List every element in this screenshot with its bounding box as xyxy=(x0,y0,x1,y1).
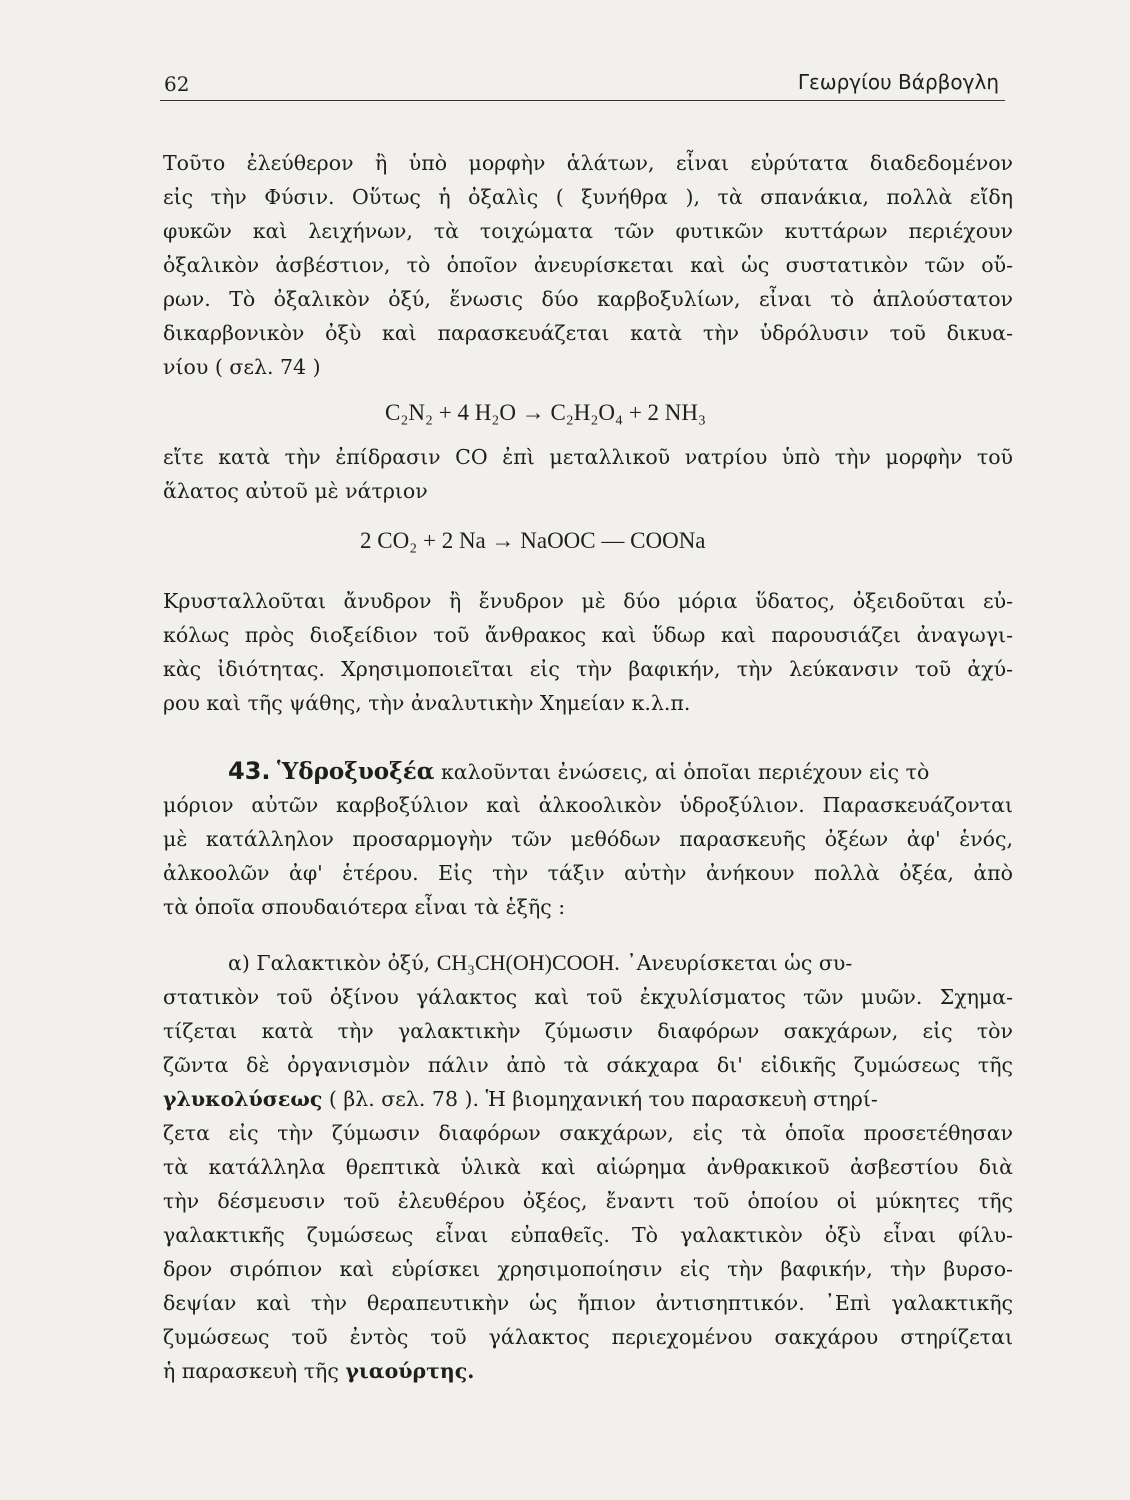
text-line: εἴτε κατὰ τὴν ἐπίδρασιν CO ἐπὶ μεταλλικοῦ νατρίου ὑπὸ τὴν μορφὴν τοῦ xyxy=(163,445,1013,469)
sodium-oxalate-equation: 2 CO₂ + 2 Na → NaOOC — COONa xyxy=(360,528,706,553)
text-line: Τοῦτο ἐλεύθερον ἢ ὑπὸ μορφὴν ἁλάτων, εἶναι εὐρύτατα διαδεδομένον xyxy=(163,151,1013,175)
text-line: στατικὸν τοῦ ὀξίνου γάλακτος καὶ τοῦ ἐκχυλίσματος τῶν μυῶν. Σχημα- xyxy=(163,985,1013,1009)
text-line: ζυμώσεως τοῦ ἐντὸς τοῦ γάλακτος περιεχομένου σακχάρου στηρίζεται xyxy=(163,1325,1013,1349)
oxalic-acid-equation: C₂N₂ + 4 H₂O → C₂H₂O₄ + 2 NH₃ xyxy=(385,400,707,425)
yogurt-term: γιαούρτης. xyxy=(345,1359,475,1383)
text-line: γαλακτικῆς ζυμώσεως εἶναι εὐπαθεῖς. Τὸ γαλακτικὸν ὀξὺ εἶναι φίλυ- xyxy=(163,1223,1013,1247)
bold-line-rest: ( βλ. σελ. 78 ). Ἡ βιομηχανική του παρασκευὴ στηρί- xyxy=(328,1087,878,1111)
text-line: τὴν δέσμευσιν τοῦ ἐλευθέρου ὀξέος, ἔναντι τοῦ ὁποίου οἱ μύκητες τῆς xyxy=(163,1189,1013,1213)
text-line: Κρυσταλλοῦται ἄνυδρον ἢ ἔνυδρον μὲ δύο μόρια ὕδατος, ὀξειδοῦται εὐ- xyxy=(163,589,1013,613)
text-line: ζῶντα δὲ ὀργανισμὸν πάλιν ἀπὸ τὰ σάκχαρα δι' εἰδικῆς ζυμώσεως τῆς xyxy=(163,1053,1013,1077)
text-line: κόλως πρὸς διοξείδιον τοῦ ἄνθρακος καὶ ὕδωρ καὶ παρουσιάζει ἀναγωγι- xyxy=(163,623,1013,647)
lactic-acid-formula: CH₃CH(OH)COOH. xyxy=(436,950,620,975)
text-line: ρων. Τὸ ὀξαλικὸν ὀξύ, ἕνωσις δύο καρβοξυλίων, εἶναι τὸ ἁπλούστατον xyxy=(163,287,1013,311)
text-line: δρον σιρόπιον καὶ εὑρίσκει χρησιμοποίησιν εἰς τὴν βαφικήν, τὴν βυρσο- xyxy=(163,1257,1013,1281)
text-line: μὲ κατάλληλον προσαρμογὴν τῶν μεθόδων παρασκευῆς ὀξέων ἀφ' ἑνός, xyxy=(163,827,1013,851)
page-number: 62 xyxy=(164,72,190,96)
section-heading-line xyxy=(228,758,1013,785)
item-a-first-line xyxy=(228,950,1013,976)
text-line: τίζεται κατὰ τὴν γαλακτικὴν ζύμωσιν διαφόρων σακχάρων, εἰς τὸν xyxy=(163,1019,1013,1043)
text-line: μόριον αὐτῶν καρβοξύλιον καὶ ἀλκοολικὸν ὑδροξύλιον. Παρασκευάζονται xyxy=(163,793,1013,817)
text-line: ἀλκοολῶν ἀφ' ἑτέρου. Εἰς τὴν τάξιν αὐτὴν ἀνήκουν πολλὰ ὀξέα, ἀπὸ xyxy=(163,861,1013,885)
item-a-label: α) Γαλακτικὸν ὀξύ, xyxy=(228,951,431,975)
text-line: δεψίαν καὶ τὴν θεραπευτικὴν ὡς ἤπιον ἀντισηπτικόν. ᾿Επὶ γαλακτικῆς xyxy=(163,1291,1013,1315)
section-term: Ὑδροξυοξέα xyxy=(277,758,435,785)
text-line: φυκῶν καὶ λειχήνων, τὰ τοιχώματα τῶν φυτικῶν κυττάρων περιέχουν xyxy=(163,219,1013,243)
text-line: κὰς ἰδιότητας. Χρησιμοποιεῖται εἰς τὴν βαφικήν, τὴν λεύκανσιν τοῦ ἀχύ- xyxy=(163,657,1013,681)
item-a-line-rest: ᾿Ανευρίσκεται ὡς συ- xyxy=(626,951,853,975)
text-line: ὀξαλικὸν ἀσβέστιον, τὸ ὁποῖον ἀνευρίσκεται καὶ ὡς συστατικὸν τῶν οὔ- xyxy=(163,253,1013,277)
glycolysis-term: γλυκολύσεως xyxy=(163,1087,323,1111)
text-line: ἅλατος αὐτοῦ μὲ νάτριον xyxy=(163,479,428,503)
page-header xyxy=(160,66,1005,101)
bold-term-line xyxy=(163,1086,1013,1112)
text-line: ζετα εἰς τὴν ζύμωσιν διαφόρων σακχάρων, εἰς τὰ ὁποῖα προσετέθησαν xyxy=(163,1121,1013,1145)
text-line: δικαρβονικὸν ὀξὺ καὶ παρασκευάζεται κατὰ τὴν ὑδρόλυσιν τοῦ δικυα- xyxy=(163,321,1013,345)
heading-line-rest: καλοῦνται ἐνώσεις, αἱ ὁποῖαι περιέχουν εἰς τὸ xyxy=(440,760,930,784)
final-line xyxy=(163,1358,1013,1384)
running-title: Γεωργίου Βάρβογλη xyxy=(797,70,999,94)
text-line: τὰ ὁποῖα σπουδαιότερα εἶναι τὰ ἑξῆς : xyxy=(163,895,566,919)
text-line: νίου ( σελ. 74 ) xyxy=(163,355,321,379)
text-line: τὰ κατάλληλα θρεπτικὰ ὑλικὰ καὶ αἰώρημα ἀνθρακικοῦ ἀσβεστίου διὰ xyxy=(163,1155,1013,1179)
final-line-start: ἡ παρασκευὴ τῆς xyxy=(163,1359,339,1383)
text-line: εἰς τὴν Φύσιν. Οὕτως ἡ ὀξαλὶς ( ξυνήθρα ), τὰ σπανάκια, πολλὰ εἴδη xyxy=(163,185,1013,209)
text-line: ρου καὶ τῆς ψάθης, τὴν ἀναλυτικὴν Χημείαν κ.λ.π. xyxy=(163,691,691,715)
section-number: 43. xyxy=(228,757,271,785)
